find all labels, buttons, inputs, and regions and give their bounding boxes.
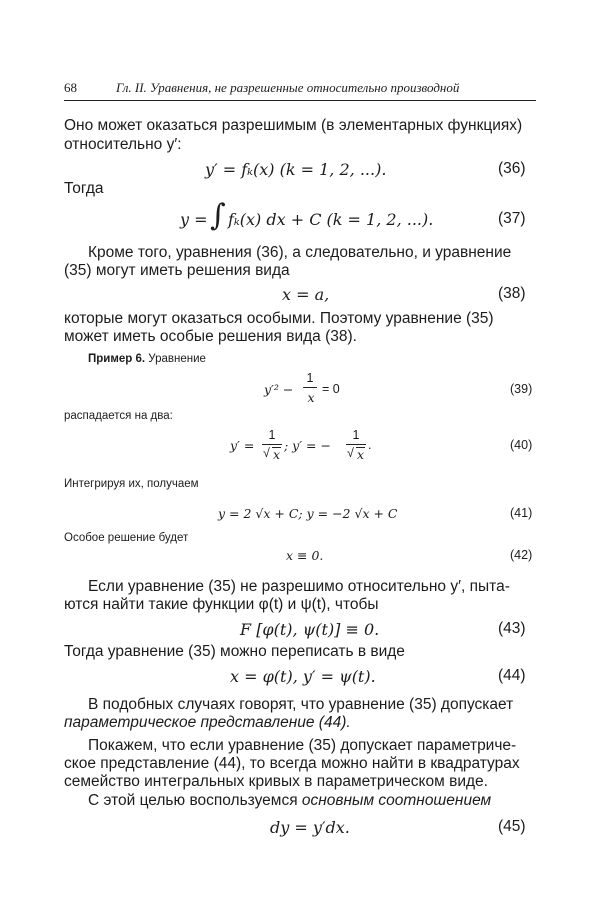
equation-37: fₖ(x) dx + C (k = 1, 2, ...). (228, 210, 434, 229)
paragraph-line (88, 792, 491, 810)
paragraph-italic: основным соотношением (301, 792, 492, 809)
equation-43: F [φ(t), ψ(t)] ≡ 0. (240, 620, 380, 639)
fraction-bar (303, 387, 317, 388)
paragraph-text: С этой целью воспользуемся (88, 792, 298, 809)
paragraph-line: Покажем, что если уравнение (35) допускает параметриче- (88, 737, 517, 754)
sqrt-sign: √ (347, 446, 354, 460)
equation-41: y = 2 √x + C; y = −2 √x + C (218, 506, 398, 521)
equation-number-37: (37) (498, 210, 526, 227)
paragraph-line: (35) могут иметь решения вида (64, 262, 290, 279)
paragraph-line: Кроме того, уравнения (36), а следовательно, и уравнение (88, 244, 512, 261)
equation-40-a: y′ = (230, 438, 255, 453)
equation-number-41: (41) (510, 506, 533, 520)
example-line (88, 353, 206, 365)
paragraph-line: может иметь особые решения вида (38). (64, 328, 357, 345)
paragraph-line: ются найти такие функции φ(t) и ψ(t), чтобы (64, 596, 379, 613)
paragraph-line: относительно y′: (64, 136, 182, 153)
fraction-denominator: x (307, 390, 315, 405)
equation-39-right: = 0 (322, 382, 340, 396)
running-title: Гл. II. Уравнения, не разрешенные относительно производной (116, 80, 460, 95)
paragraph-line: Если уравнение (35) не разрешимо относительно y′, пыта- (88, 578, 510, 595)
paragraph-line: параметрическое представление (44). (64, 714, 351, 731)
fraction-numerator: 1 (352, 428, 360, 442)
equation-39-left: y′² − (264, 382, 294, 397)
equation-number-40: (40) (510, 438, 533, 452)
paragraph-line: которые могут оказаться особыми. Поэтому уравнение (35) (64, 310, 494, 327)
fraction-numerator: 1 (268, 428, 276, 442)
sqrt-sign: √ (263, 446, 270, 460)
equation-38: x = a, (282, 285, 330, 304)
paragraph-line: В подобных случаях говорят, что уравнение (35) допускает (88, 696, 514, 713)
equation-number-36: (36) (498, 160, 526, 177)
example-title: Пример 6. (88, 353, 146, 365)
equation-40-b: ; y′ = − (284, 438, 331, 453)
paragraph-line: Тогда уравнение (35) можно переписать в виде (64, 643, 405, 660)
equation-37-lhs: y = (180, 210, 208, 229)
fraction-bar (346, 444, 366, 445)
fraction-numerator: 1 (306, 371, 314, 385)
integral-sign: ∫ (210, 198, 226, 233)
paragraph-line: Оно может оказаться разрешимым (в элементарных функциях) (64, 117, 523, 134)
paragraph-line: семейство интегральных кривых в параметрическом виде. (64, 773, 488, 790)
equation-40-end: . (368, 438, 372, 452)
equation-number-42: (42) (510, 548, 533, 562)
equation-36: y′ = fₖ(x) (k = 1, 2, ...). (205, 160, 387, 179)
equation-number-45: (45) (498, 818, 526, 835)
paragraph-line: Тогда (64, 180, 104, 197)
equation-number-44: (44) (498, 667, 526, 684)
paragraph-line: ское представление (44), то всегда можно найти в квадратурах (64, 755, 520, 772)
sqrt-argument: x (357, 447, 365, 462)
equation-44: x = φ(t), y′ = ψ(t). (230, 667, 376, 686)
equation-number-43: (43) (498, 620, 526, 637)
example-text: Уравнение (148, 353, 206, 365)
page-header (64, 78, 536, 101)
sqrt-argument: x (273, 447, 281, 462)
equation-number-38: (38) (498, 285, 526, 302)
equation-number-39: (39) (510, 382, 533, 396)
paragraph-line: Особое решение будет (64, 532, 189, 544)
page-number: 68 (64, 80, 77, 95)
equation-42: x ≡ 0. (286, 548, 324, 563)
paragraph-line: Интегрируя их, получаем (64, 478, 199, 490)
equation-45: dy = y′dx. (270, 818, 350, 837)
paragraph-line: распадается на два: (64, 410, 173, 422)
fraction-bar (262, 444, 282, 445)
